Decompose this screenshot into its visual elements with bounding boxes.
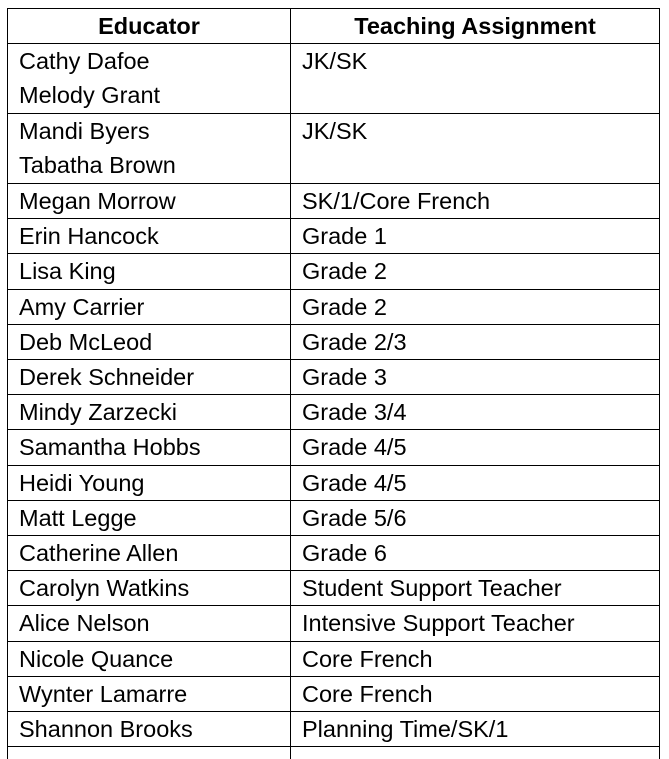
table-row — [8, 184, 660, 219]
educator-cell — [8, 500, 291, 535]
educator-cell — [8, 44, 291, 114]
assignment-cell: Grade 2 — [291, 254, 660, 289]
assignment-column-header: Teaching Assignment — [291, 9, 660, 44]
educator-name: Samantha Hobbs — [19, 434, 201, 461]
table-row — [8, 571, 660, 606]
assignment-cell: Grade 2/3 — [291, 324, 660, 359]
assignment-cell: Grade 3 — [291, 360, 660, 395]
educator-cell — [8, 114, 291, 184]
table-row — [8, 254, 660, 289]
table-body — [8, 44, 660, 759]
educator-cell — [8, 289, 291, 324]
empty-cell — [291, 747, 660, 759]
table-row — [8, 289, 660, 324]
assignment-cell: Core French — [291, 641, 660, 676]
assignment-cell: JK/SK — [291, 44, 660, 114]
assignment-cell: Student Support Teacher — [291, 571, 660, 606]
educator-cell — [8, 536, 291, 571]
assignment-cell: Grade 4/5 — [291, 465, 660, 500]
educator-name: Amy Carrier — [19, 293, 145, 320]
table-row — [8, 712, 660, 747]
educator-cell — [8, 219, 291, 254]
educator-name: Mandi Byers — [19, 118, 150, 144]
table-row — [8, 114, 660, 184]
educator-name: Deb McLeod — [19, 328, 153, 355]
educator-cell — [8, 184, 291, 219]
educator-name: Cathy Dafoe — [19, 48, 150, 74]
assignment-cell: Planning Time/SK/1 — [291, 712, 660, 747]
educator-cell — [8, 360, 291, 395]
assignment-cell: Grade 1 — [291, 219, 660, 254]
educator-cell — [8, 324, 291, 359]
table-row — [8, 44, 660, 114]
table-row — [8, 360, 660, 395]
assignment-cell: Grade 3/4 — [291, 395, 660, 430]
empty-row — [8, 747, 660, 759]
educator-name: Lisa King — [19, 258, 116, 285]
table-row — [8, 430, 660, 465]
educator-cell — [8, 254, 291, 289]
assignment-cell: Grade 5/6 — [291, 500, 660, 535]
table-row — [8, 395, 660, 430]
educator-name: Megan Morrow — [19, 188, 176, 214]
educator-name: Shannon Brooks — [19, 716, 193, 743]
educator-cell — [8, 571, 291, 606]
educator-name: Mindy Zarzecki — [19, 399, 178, 426]
educator-name: Carolyn Watkins — [19, 575, 190, 602]
table-row — [8, 641, 660, 676]
assignment-cell: SK/1/Core French — [291, 184, 660, 219]
assignment-cell: Core French — [291, 676, 660, 711]
educator-cell — [8, 712, 291, 747]
educator-cell — [8, 606, 291, 641]
educator-name: Alice Nelson — [19, 610, 150, 637]
educator-cell — [8, 676, 291, 711]
educator-name: Erin Hancock — [19, 223, 159, 250]
educator-cell — [8, 641, 291, 676]
educator-name: Wynter Lamarre — [19, 680, 188, 707]
assignment-cell: Grade 2 — [291, 289, 660, 324]
educator-cell — [8, 430, 291, 465]
header-row — [8, 9, 660, 44]
assignment-cell: Grade 6 — [291, 536, 660, 571]
educator-name: Tabatha Brown — [19, 152, 176, 179]
table-row — [8, 536, 660, 571]
staff-assignment-table — [7, 8, 660, 759]
table-row — [8, 606, 660, 641]
educator-column-header: Educator — [8, 9, 291, 44]
educator-name: Heidi Young — [19, 469, 145, 496]
educator-name: Matt Legge — [19, 504, 137, 531]
educator-name: Catherine Allen — [19, 540, 179, 567]
educator-name: Derek Schneider — [19, 364, 195, 391]
assignment-cell: Intensive Support Teacher — [291, 606, 660, 641]
assignment-cell: Grade 4/5 — [291, 430, 660, 465]
educator-name: Nicole Quance — [19, 645, 174, 672]
table-row — [8, 324, 660, 359]
table-row — [8, 500, 660, 535]
educator-name: Melody Grant — [19, 82, 161, 109]
table-row — [8, 465, 660, 500]
educator-cell — [8, 465, 291, 500]
table-row — [8, 676, 660, 711]
empty-cell — [8, 747, 291, 759]
educator-cell — [8, 395, 291, 430]
assignment-cell: JK/SK — [291, 114, 660, 184]
table-row — [8, 219, 660, 254]
